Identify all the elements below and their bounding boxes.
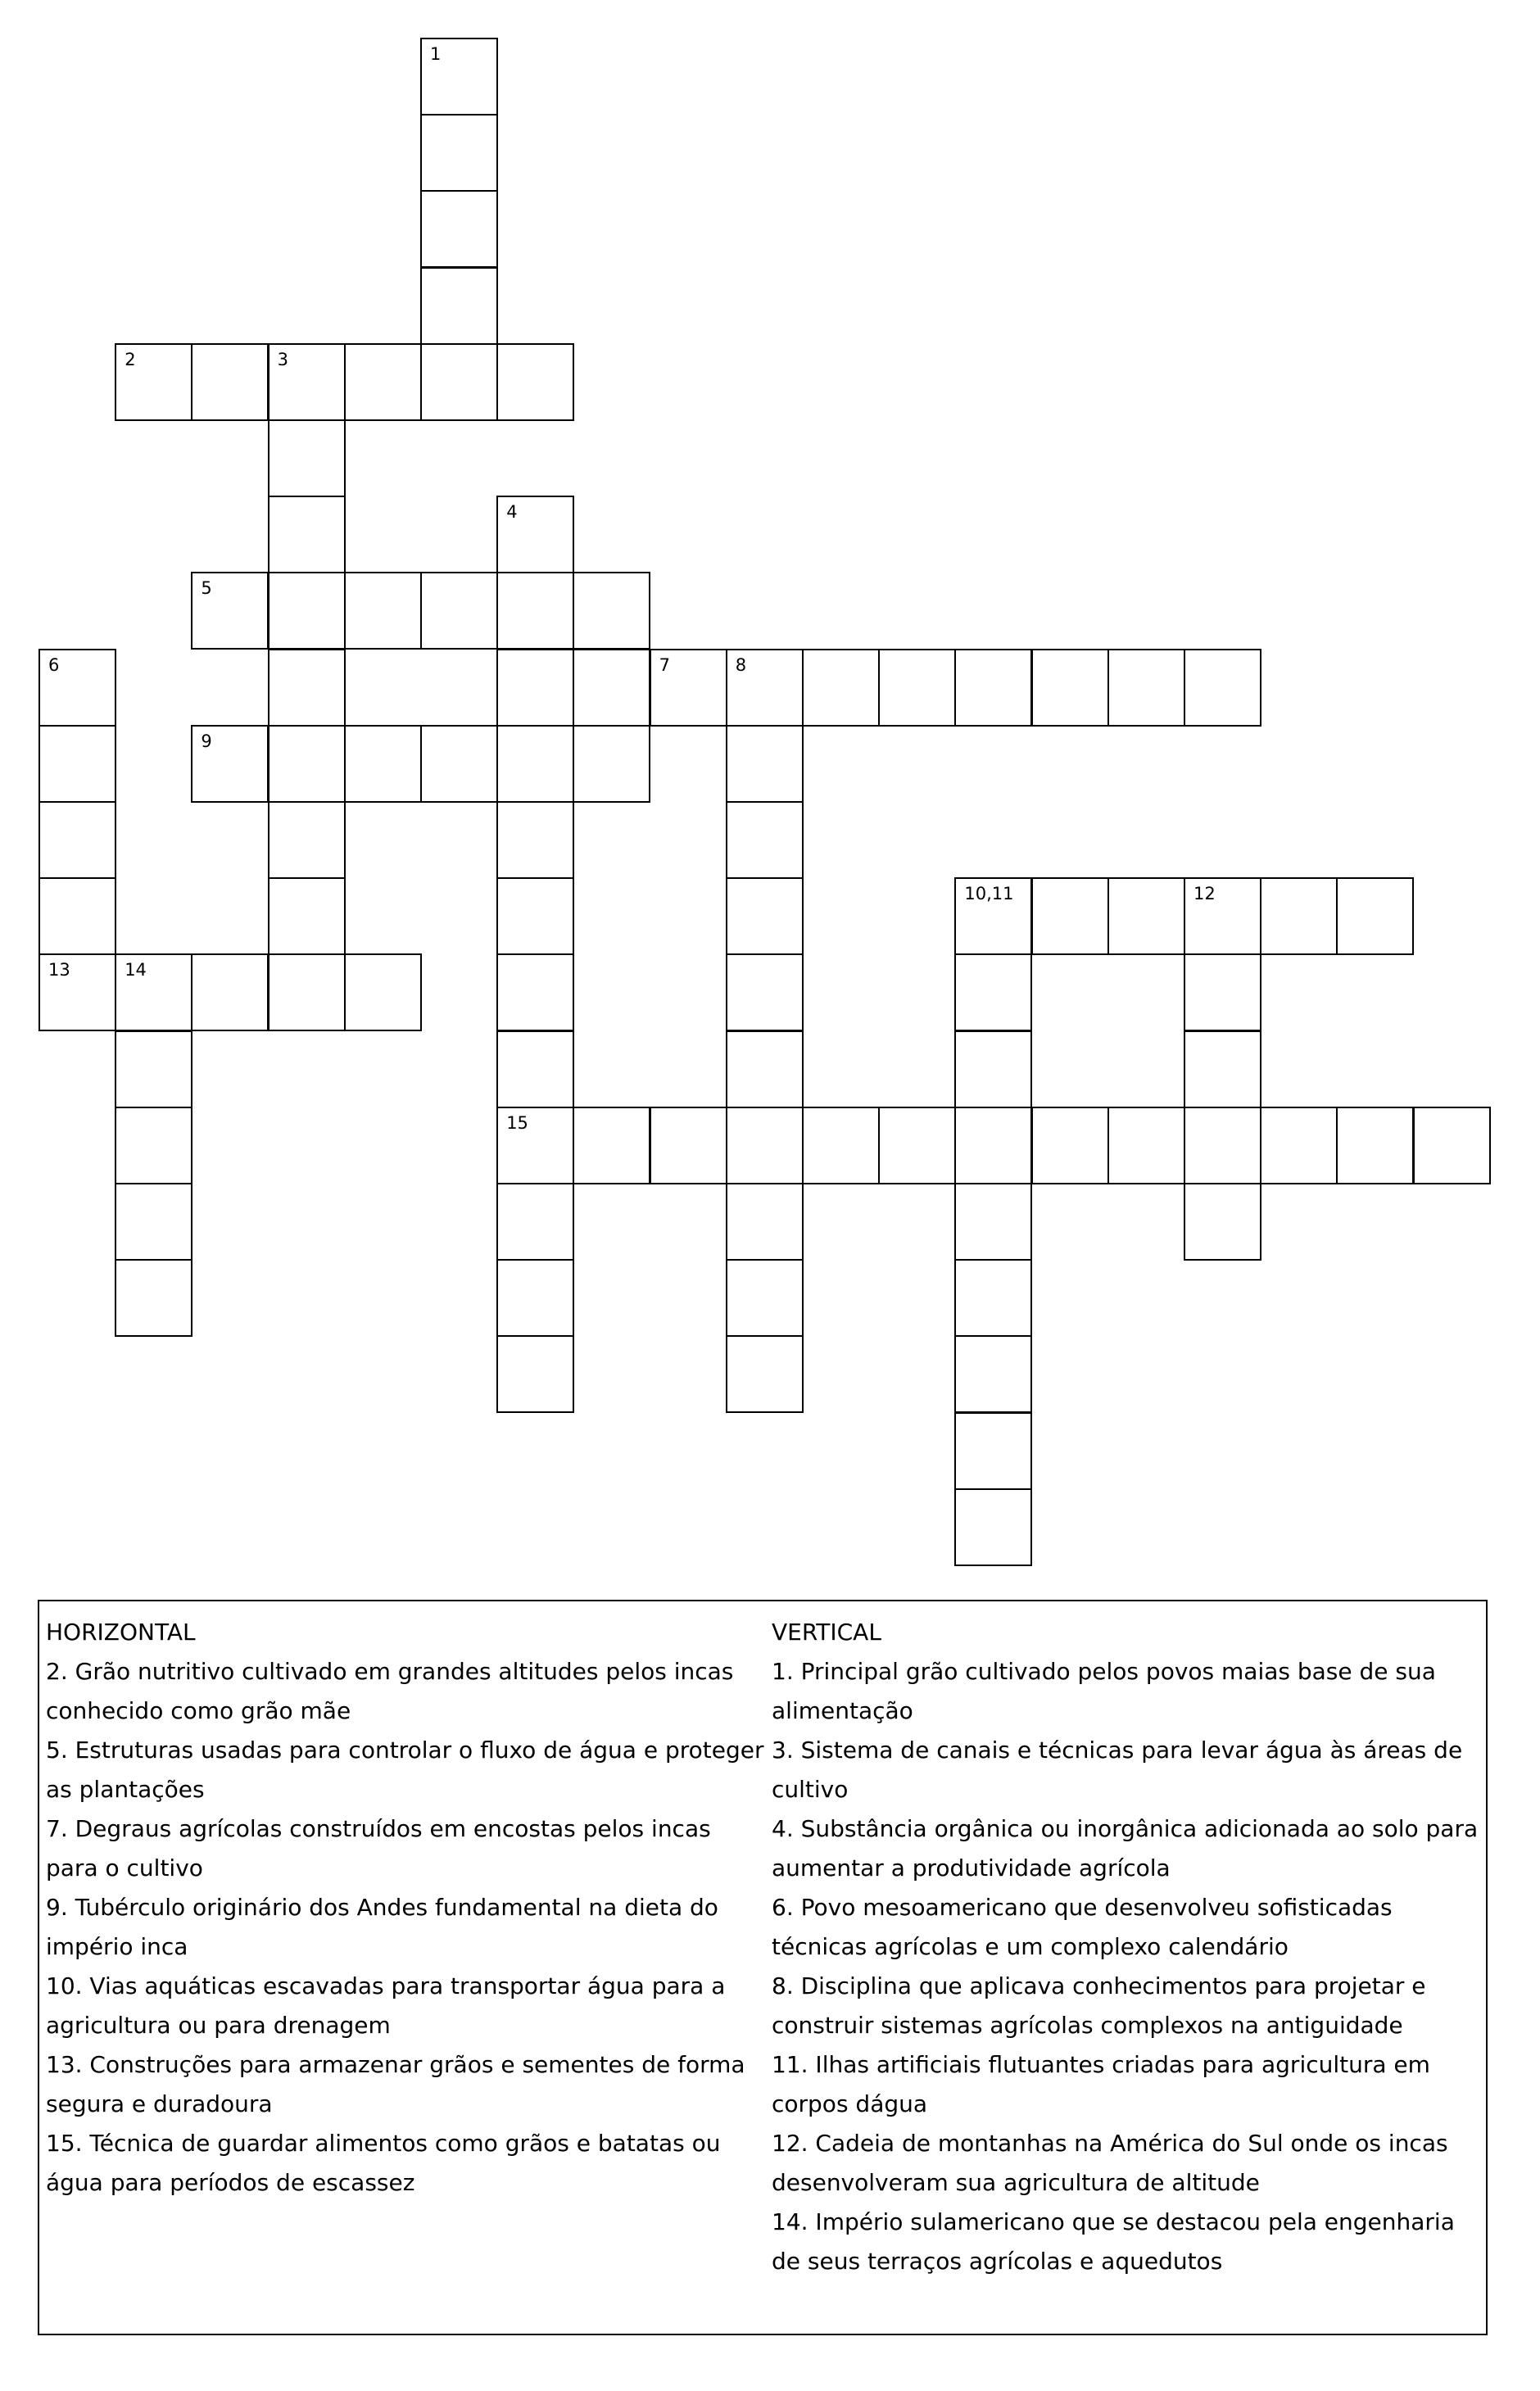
- grid-cell[interactable]: [115, 1183, 192, 1261]
- grid-cell[interactable]: [38, 877, 116, 955]
- clue-number: 9: [201, 731, 212, 751]
- clue-number: 7: [659, 654, 670, 675]
- grid-cell[interactable]: [1184, 877, 1261, 955]
- clue-number: 8: [735, 654, 747, 675]
- grid-cell[interactable]: [573, 1107, 650, 1184]
- grid-cell[interactable]: [954, 1488, 1032, 1566]
- clue-vertical-1: 1. Principal grão cultivado pelos povos maias base de sua alimentação: [772, 1658, 1436, 1724]
- grid-cell[interactable]: [1107, 877, 1185, 955]
- grid-cell[interactable]: [420, 572, 498, 650]
- clues-box: [38, 1600, 1488, 2335]
- clue-number: 2: [125, 349, 136, 369]
- grid-cell[interactable]: [573, 649, 650, 727]
- grid-cell[interactable]: [344, 725, 422, 803]
- grid-cell[interactable]: [496, 953, 574, 1031]
- grid-cell[interactable]: [954, 877, 1032, 955]
- vertical-clues: [772, 1613, 1484, 2281]
- grid-cell[interactable]: [496, 1107, 574, 1184]
- grid-cell[interactable]: [344, 572, 422, 650]
- clue-vertical-14: 14. Império sulamericano que se destacou pela engenharia de seus terraços agrícolas e aquedutos: [772, 2208, 1455, 2275]
- grid-cell[interactable]: [650, 1107, 727, 1184]
- grid-cell[interactable]: [268, 419, 346, 497]
- grid-cell[interactable]: [726, 1183, 804, 1261]
- grid-cell[interactable]: [802, 1107, 880, 1184]
- grid-cell[interactable]: [726, 725, 804, 803]
- grid-cell[interactable]: [1260, 1107, 1338, 1184]
- grid-cell[interactable]: [954, 1412, 1032, 1490]
- grid-cell[interactable]: [38, 649, 116, 727]
- grid-cell[interactable]: [115, 1259, 192, 1337]
- clue-number: 3: [277, 349, 288, 369]
- clue-vertical-8: 8. Disciplina que aplicava conhecimentos para projetar e construir sistemas agrícolas complexos na antiguidade: [772, 1972, 1426, 2039]
- grid-cell[interactable]: [1031, 649, 1109, 727]
- grid-cell[interactable]: [1336, 877, 1414, 955]
- grid-cell[interactable]: [38, 953, 116, 1031]
- clue-number: 13: [48, 960, 70, 980]
- grid-cell[interactable]: [496, 877, 574, 955]
- clue-horizontal-13: 13. Construções para armazenar grãos e sementes de forma segura e duradoura: [46, 2051, 745, 2117]
- grid-cell[interactable]: [496, 725, 574, 803]
- grid-cell[interactable]: [496, 1030, 574, 1108]
- clue-horizontal-7: 7. Degraus agrícolas construídos em encostas pelos incas para o cultivo: [46, 1815, 711, 1882]
- clue-vertical-3: 3. Sistema de canais e técnicas para levar água às áreas de cultivo: [772, 1737, 1463, 1803]
- horizontal-clues: [46, 1613, 767, 2203]
- grid-cell[interactable]: [573, 572, 650, 650]
- grid-cell[interactable]: [38, 801, 116, 879]
- grid-cell[interactable]: [115, 953, 192, 1031]
- vertical-heading: VERTICAL: [772, 1619, 881, 1646]
- grid-cell[interactable]: [268, 801, 346, 879]
- grid-cell[interactable]: [496, 801, 574, 879]
- grid-cell[interactable]: [1184, 953, 1261, 1031]
- grid-cell[interactable]: [954, 1259, 1032, 1337]
- grid-cell[interactable]: [420, 190, 498, 268]
- grid-cell[interactable]: [1184, 1107, 1261, 1184]
- grid-cell[interactable]: [268, 572, 346, 650]
- grid-cell[interactable]: [38, 725, 116, 803]
- grid-cell[interactable]: [573, 725, 650, 803]
- grid-cell[interactable]: [268, 953, 346, 1031]
- clue-horizontal-15: 15. Técnica de guardar alimentos como grãos e batatas ou água para períodos de escassez: [46, 2130, 721, 2196]
- grid-cell[interactable]: [191, 953, 269, 1031]
- grid-cell[interactable]: [1336, 1107, 1414, 1184]
- grid-cell[interactable]: [115, 343, 192, 421]
- grid-cell[interactable]: [878, 1107, 956, 1184]
- clue-vertical-6: 6. Povo mesoamericano que desenvolveu sofisticadas técnicas agrícolas e um complexo calendário: [772, 1894, 1393, 1960]
- grid-cell[interactable]: [726, 877, 804, 955]
- grid-cell[interactable]: [191, 725, 269, 803]
- grid-cell[interactable]: [1184, 1030, 1261, 1108]
- grid-cell[interactable]: [878, 649, 956, 727]
- clue-number: 12: [1194, 884, 1216, 904]
- grid-cell[interactable]: [726, 1030, 804, 1108]
- grid-cell[interactable]: [496, 1335, 574, 1413]
- clue-vertical-11: 11. Ilhas artificiais flutuantes criadas para agricultura em corpos dágua: [772, 2051, 1430, 2117]
- clue-horizontal-10: 10. Vias aquáticas escavadas para transportar água para a agricultura ou para drenagem: [46, 1972, 726, 2039]
- grid-cell[interactable]: [726, 801, 804, 879]
- grid-cell[interactable]: [496, 572, 574, 650]
- grid-cell[interactable]: [726, 649, 804, 727]
- grid-cell[interactable]: [191, 572, 269, 650]
- grid-cell[interactable]: [115, 1107, 192, 1184]
- grid-cell[interactable]: [268, 343, 346, 421]
- grid-cell[interactable]: [115, 1030, 192, 1108]
- clue-number: 15: [506, 1112, 528, 1133]
- grid-cell[interactable]: [268, 725, 346, 803]
- clue-horizontal-2: 2. Grão nutritivo cultivado em grandes altitudes pelos incas conhecido como grão mãe: [46, 1658, 734, 1724]
- clue-number: 5: [201, 578, 212, 599]
- grid-cell[interactable]: [1031, 1107, 1109, 1184]
- grid-cell[interactable]: [1107, 649, 1185, 727]
- grid-cell[interactable]: [496, 343, 574, 421]
- grid-cell[interactable]: [954, 1183, 1032, 1261]
- clue-number: 6: [48, 654, 60, 675]
- grid-cell[interactable]: [268, 877, 346, 955]
- grid-cell[interactable]: [420, 267, 498, 345]
- grid-cell[interactable]: [954, 953, 1032, 1031]
- grid-cell[interactable]: [191, 343, 269, 421]
- grid-cell[interactable]: [268, 649, 346, 727]
- clue-vertical-4: 4. Substância orgânica ou inorgânica adicionada ao solo para aumentar a produtividade agrícola: [772, 1815, 1479, 1882]
- clue-horizontal-5: 5. Estruturas usadas para controlar o fluxo de água e proteger as plantações: [46, 1737, 764, 1803]
- grid-cell[interactable]: [954, 1030, 1032, 1108]
- grid-cell[interactable]: [726, 1335, 804, 1413]
- grid-cell[interactable]: [1184, 649, 1261, 727]
- grid-cell[interactable]: [650, 649, 727, 727]
- clue-number: 10,11: [964, 884, 1014, 904]
- grid-cell[interactable]: [726, 1259, 804, 1337]
- grid-cell[interactable]: [420, 38, 498, 115]
- grid-cell[interactable]: [954, 649, 1032, 727]
- clue-vertical-12: 12. Cadeia de montanhas na América do Sul onde os incas desenvolveram sua agricultura de altitude: [772, 2130, 1448, 2196]
- clue-horizontal-9: 9. Tubérculo originário dos Andes fundamental na dieta do império inca: [46, 1894, 718, 1960]
- grid-cell[interactable]: [496, 1183, 574, 1261]
- grid-cell[interactable]: [420, 343, 498, 421]
- grid-cell[interactable]: [496, 496, 574, 573]
- grid-cell[interactable]: [954, 1335, 1032, 1413]
- grid-cell[interactable]: [1260, 877, 1338, 955]
- grid-cell[interactable]: [344, 953, 422, 1031]
- grid-cell[interactable]: [1031, 877, 1109, 955]
- grid-cell[interactable]: [1107, 1107, 1185, 1184]
- clue-number: 4: [506, 502, 518, 523]
- clue-number: 1: [430, 44, 442, 64]
- grid-cell[interactable]: [726, 1107, 804, 1184]
- grid-cell[interactable]: [802, 649, 880, 727]
- grid-cell[interactable]: [268, 496, 346, 573]
- horizontal-heading: HORIZONTAL: [46, 1619, 196, 1646]
- grid-cell[interactable]: [1184, 1183, 1261, 1261]
- grid-cell[interactable]: [344, 343, 422, 421]
- grid-cell[interactable]: [420, 114, 498, 192]
- grid-cell[interactable]: [420, 725, 498, 803]
- grid-cell[interactable]: [954, 1107, 1032, 1184]
- grid-cell[interactable]: [1413, 1107, 1491, 1184]
- grid-cell[interactable]: [496, 649, 574, 727]
- grid-cell[interactable]: [726, 953, 804, 1031]
- grid-cell[interactable]: [496, 1259, 574, 1337]
- clue-number: 14: [125, 960, 147, 980]
